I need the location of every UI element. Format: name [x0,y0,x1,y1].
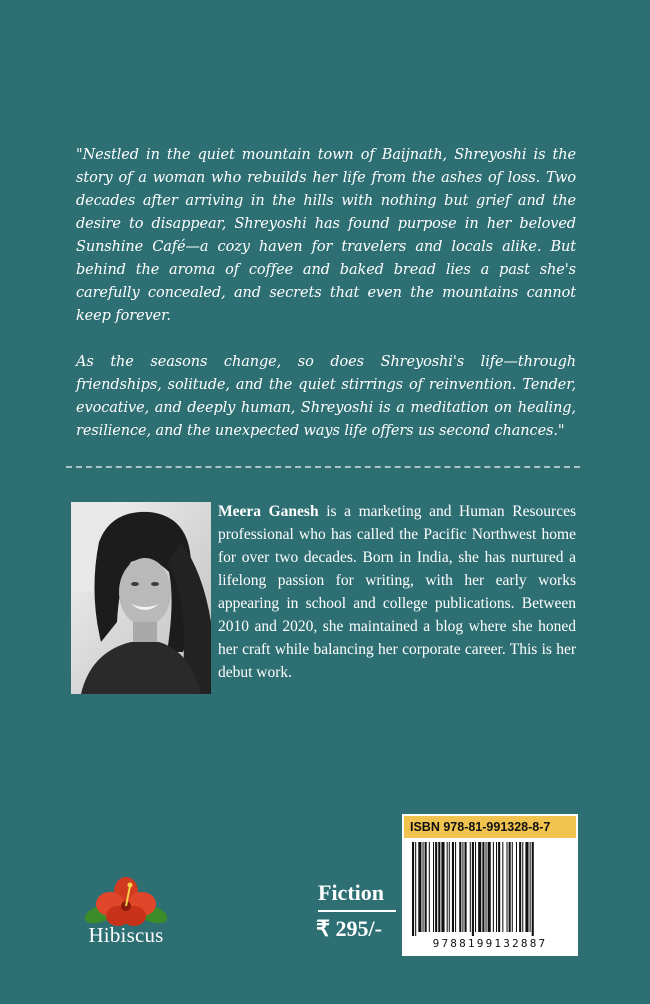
blurb-paragraph-2: As the seasons change, so does Shreyoshi's life—through friendships, solitude, and the quiet stirrings of reinvention. Tender, evocative, and deeply human, Shreyoshi is a meditation on healing, resilience, and the unexpected ways life offers us second chances." [76,354,576,439]
barcode-bar [435,842,437,932]
barcode-bar [530,842,531,932]
barcode-bar [502,842,503,932]
barcode-bar [532,842,534,936]
publisher-logo [70,874,182,948]
barcode-bar [478,842,481,932]
barcode-bar [516,842,517,932]
barcode-bar [470,842,471,932]
barcode-bar [475,842,476,932]
barcode-bar [449,842,450,932]
barcode-bar [433,842,434,932]
barcode-bar [519,842,521,932]
barcode-bar [486,842,487,932]
barcode-bar [418,842,421,932]
barcode-bar [509,842,511,932]
barcode-digits: 9788199132887 [432,937,548,950]
barcode-bar [498,842,500,932]
barcode-bar [465,842,467,932]
author-bio-text: is a marketing and Human Resources professional who has called the Pacific Northwest home for over two decades. Born in India, she has nurtured a lifelong passion for writing, with her early works appearing in school and college publications. Between 2010 and 2020, she maintained a blog where she honed her craft while balancing her corporate career. This is her debut work. [218,503,576,681]
genre-underline [318,910,396,912]
back-cover-blurb [76,144,576,466]
barcode-bar [441,842,444,932]
genre-label: Fiction [318,880,384,905]
barcode-bar [447,842,448,932]
barcode-bar [459,842,461,932]
price-label: ₹ 295/- [316,916,382,941]
barcode-bar [507,842,508,932]
barcode-bar [496,842,497,932]
barcode-bar [472,842,474,936]
barcode-bar [429,842,430,932]
barcode-bar [425,842,427,932]
barcode-bar [522,842,523,932]
barcode-bar [482,842,484,932]
author-photo [71,502,211,694]
barcode-bar [412,842,414,936]
blurb-paragraph-1: "Nestled in the quiet mountain town of Baijnath, Shreyoshi is the story of a woman who rebuilds her life from the ashes of loss. Two decades after arriving in the hills with nothing but grief and the desire to disappear, Shreyoshi has found purpose in her beloved Sunshine Café—a cozy haven for travelers and locals alike. But behind the aroma of coffee and baked bread lies a past she's carefully concealed, and secrets that even the mountains cannot keep forever. [76,147,576,324]
barcode-bar [488,842,491,932]
author-bio [218,500,576,684]
author-name: Meera Ganesh [218,503,319,520]
barcode-bar [462,842,463,932]
barcode-bar [455,842,456,932]
barcode-bar [452,842,454,932]
hibiscus-flower-icon [70,874,182,930]
barcode-bar [423,842,424,932]
barcode [410,842,570,936]
barcode-bar [525,842,528,932]
publisher-name: Hibiscus [88,923,164,947]
dashed-divider [66,466,580,468]
barcode-bar [415,842,416,936]
isbn-label: ISBN 978-81-991328-8-7 [404,816,576,838]
barcode-bar [512,842,513,932]
barcode-bar [493,842,494,932]
barcode-bar [438,842,440,932]
